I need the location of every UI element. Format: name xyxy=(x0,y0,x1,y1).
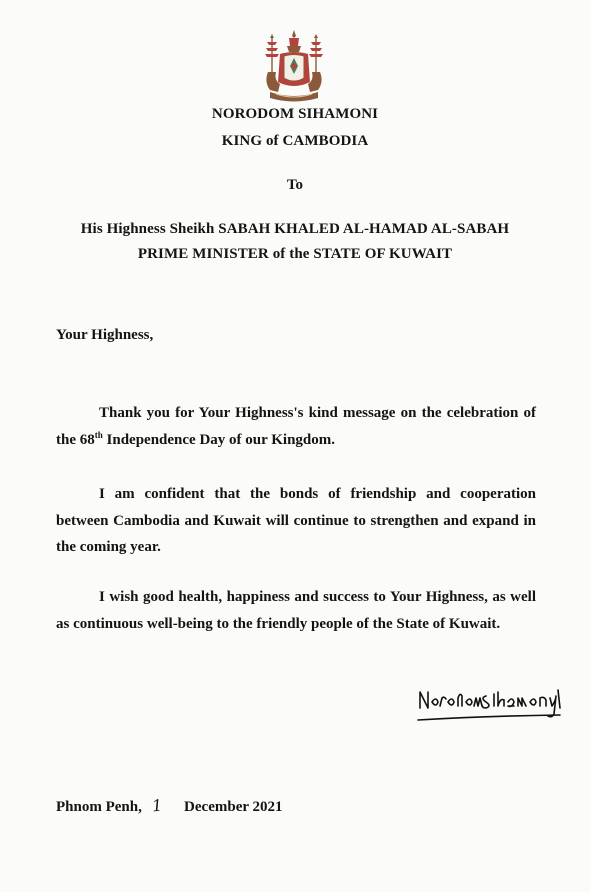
place: Phnom Penh, xyxy=(56,799,142,815)
handwritten-signature xyxy=(414,686,566,730)
date-line xyxy=(56,796,282,816)
to-label: To xyxy=(286,177,304,193)
royal-arms-emblem xyxy=(258,28,330,104)
paragraph-thanks xyxy=(56,400,536,453)
salutation: Your Highness, xyxy=(56,327,154,343)
handwritten-day: 1 xyxy=(150,795,164,816)
paragraph-wishes: I wish good health, happiness and success to Your Highness, as well as continuous well-being to the friendly people of the State of Kuwait. xyxy=(56,589,536,632)
ordinal-suffix: th xyxy=(94,429,103,440)
paragraph-thanks-text: Thank you for Your Highness's kind message on the celebration of the 68 xyxy=(56,405,536,448)
paragraph-thanks-text-end: Independence Day of our Kingdom. xyxy=(102,431,336,448)
recipient-title: PRIME MINISTER of the STATE OF KUWAIT xyxy=(137,246,453,262)
month-year: December 2021 xyxy=(184,799,283,815)
paragraph-confidence: I am confident that the bonds of friendship and cooperation between Cambodia and Kuwait will continue to strengthen and expand in the coming year. xyxy=(56,486,536,555)
recipient-name: His Highness Sheikh SABAH KHALED AL-HAMAD AL-SABAH xyxy=(80,221,510,237)
sender-name: NORODOM SIHAMONI xyxy=(211,106,379,122)
sender-title: KING of CAMBODIA xyxy=(221,133,369,149)
